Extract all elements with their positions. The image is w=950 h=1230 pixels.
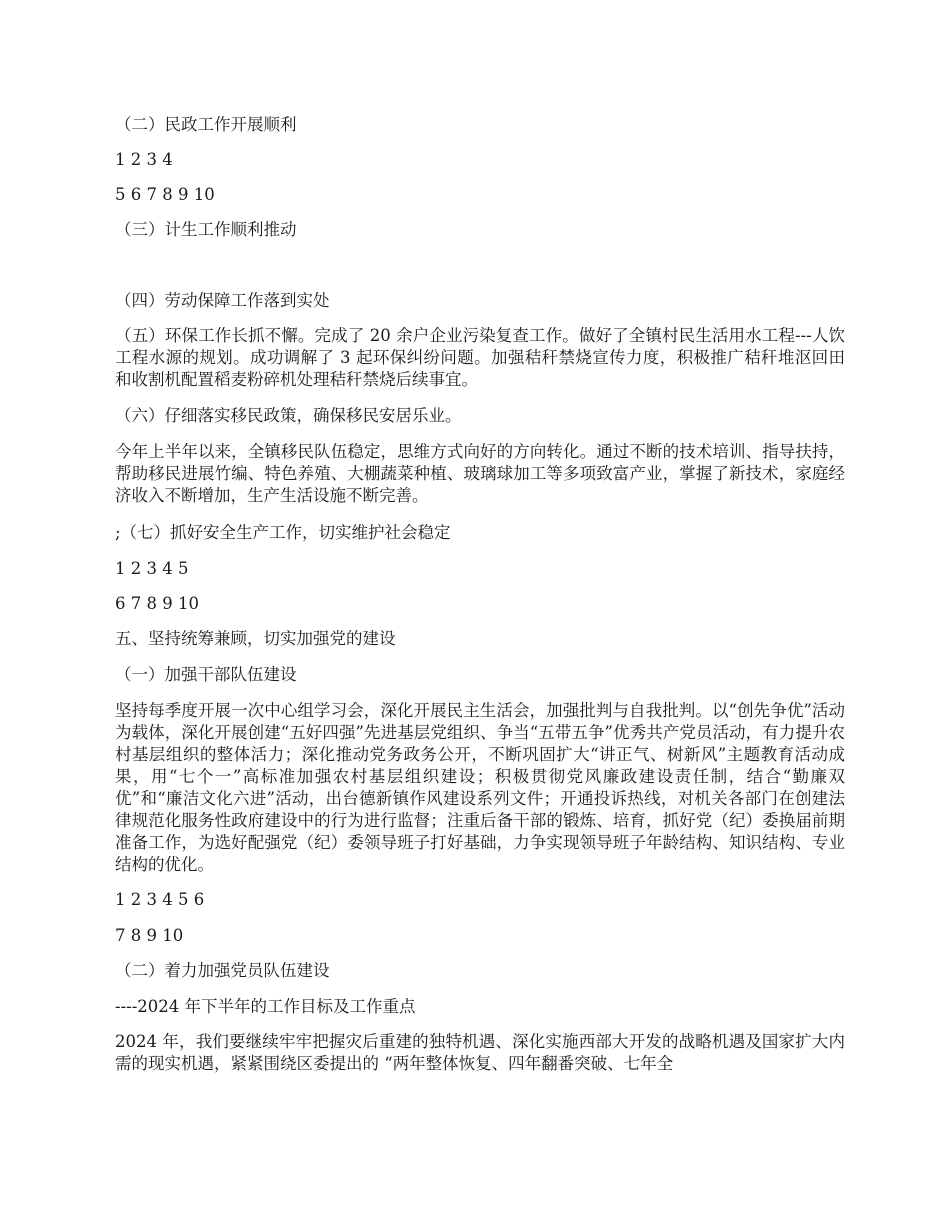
- paragraph: 坚持每季度开展一次中心组学习会，深化开展民主生活会，加强批判与自我批判。以“创先争优”活动为载体，深化开展创建“五好四强”先进基层党组织、争当“五带五争”优秀共产党员活动，有力提升农村基层组织的整体活力；深化推动党务政务公开，不断巩固扩大“讲正气、树新风”主题教育活动成果，用“七个一”高标准加强农村基层组织建设；积极贯彻党风廉政建设责任制，结合“勤廉双优”和“廉洁文化六进”活动，出台德新镇作风建设系列文件；开通投诉热线，对机关各部门在创建法律规范化服务性政府建设中的行为进行监督；注重后备干部的锻炼、培育，抓好党（纪）委换届前期准备工作，为选好配强党（纪）委领导班子打好基础，力争实现领导班子年龄结构、知识结构、专业结构的优化。: [115, 701, 845, 874]
- paragraph: （五）环保工作长抓不懈。完成了 20 余户企业污染复查工作。做好了全镇村民生活用水工程---人饮工程水源的规划。成功调解了 3 起环保纠纷问题。加强秸秆禁烧宣传力度，积极推广秸秆堆沤回田和收割机配置稻麦粉碎机处理秸秆禁烧后续事宜。: [115, 326, 845, 389]
- number-row: 5 6 7 8 9 10: [115, 185, 215, 204]
- paragraph: 2024 年，我们要继续牢牢把握灾后重建的独特机遇、深化实施西部大开发的战略机遇及国家扩大内需的现实机遇，紧紧围绕区委提出的 “两年整体恢复、四年翻番突破、七年全: [115, 1032, 845, 1073]
- section-heading: ----2024 年下半年的工作目标及工作重点: [115, 997, 416, 1016]
- section-heading: （二）民政工作开展顺利: [115, 115, 297, 134]
- section-heading: （六）仔细落实移民政策，确保移民安居乐业。: [115, 406, 462, 425]
- section-heading: （一）加强干部队伍建设: [115, 665, 297, 684]
- paragraph: 今年上半年以来，全镇移民队伍稳定，思维方式向好的方向转化。通过不断的技术培训、指导扶持，帮助移民进展竹编、特色养殖、大棚蔬菜种植、玻璃球加工等多项致富产业，掌握了新技术，家庭经济收入不断增加，生产生活设施不断完善。: [115, 442, 845, 505]
- number-row: 7 8 9 10: [115, 926, 184, 945]
- number-row: 6 7 8 9 10: [115, 594, 199, 613]
- section-heading: （二）着力加强党员队伍建设: [115, 961, 330, 980]
- number-row: 1 2 3 4 5: [115, 559, 189, 578]
- section-heading: （四）劳动保障工作落到实处: [115, 291, 330, 310]
- section-heading: ;（七）抓好安全生产工作，切实维护社会稳定: [115, 523, 451, 542]
- chapter-heading: 五、坚持统筹兼顾，切实加强党的建设: [115, 629, 396, 648]
- number-row: 1 2 3 4 5 6: [115, 890, 205, 909]
- section-heading: （三）计生工作顺利推动: [115, 220, 297, 239]
- number-row: 1 2 3 4: [115, 150, 173, 169]
